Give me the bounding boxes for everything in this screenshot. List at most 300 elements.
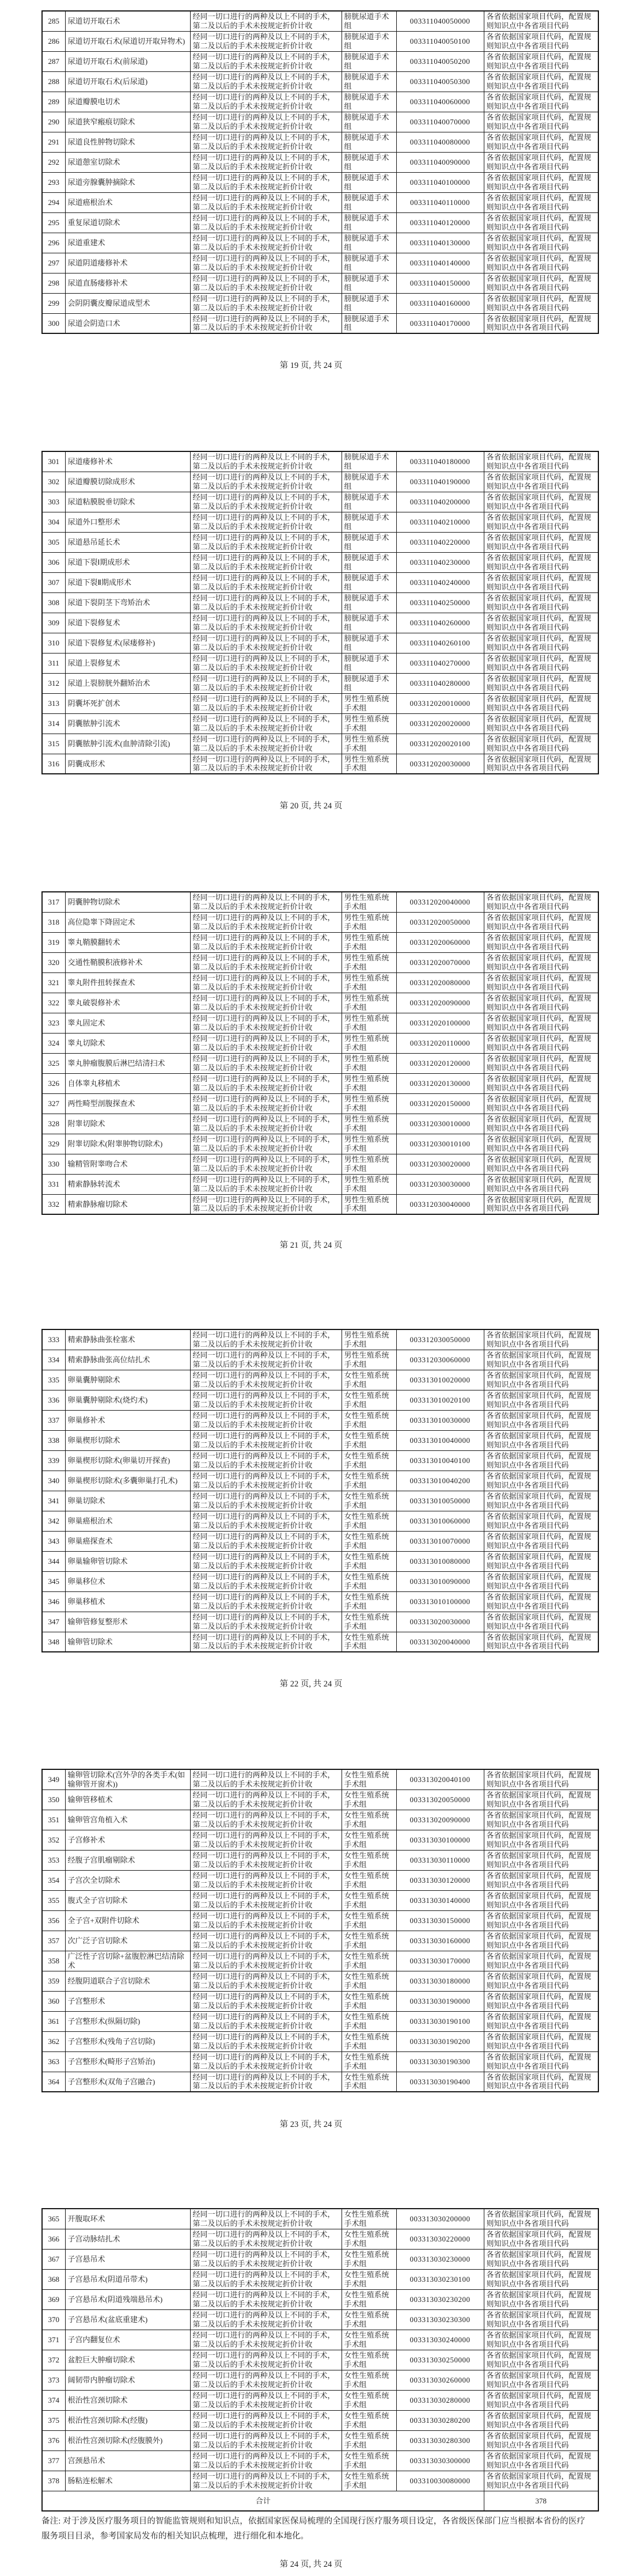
billing-rule-cell: 经同一切口进行的两种及以上不同的手术，第二及以后的手术未按规定折价计收: [190, 1769, 342, 1789]
table-row: [42, 1174, 598, 1194]
surgery-group-cell: 女性生殖系统手术组: [342, 2249, 396, 2269]
surgery-group-cell: 男性生殖系统手术组: [342, 1134, 396, 1154]
procedure-name-cell: 精索静脉转流术: [65, 1174, 190, 1194]
row-number-cell: 334: [42, 1350, 65, 1370]
project-code-cell: 003313030190100: [396, 2011, 484, 2031]
surgery-group-cell: 膀胱尿道手术组: [342, 192, 396, 212]
project-code-cell: 003313020030000: [396, 1612, 484, 1632]
row-number-cell: 338: [42, 1430, 65, 1450]
billing-rule-cell: 经同一切口进行的两种及以上不同的手术，第二及以后的手术未按规定折价计收: [190, 1033, 342, 1053]
table-row: [42, 532, 598, 552]
province-remark-cell: 各省依据国家项目代码，配置规则知识点中各省项目代码: [484, 613, 598, 633]
surgery-group-cell: 膀胱尿道手术组: [342, 613, 396, 633]
procedure-name-cell: 卵巢囊肿剔除术: [65, 1370, 190, 1390]
row-number-cell: 328: [42, 1114, 65, 1134]
billing-rule-cell: 经同一切口进行的两种及以上不同的手术，第二及以后的手术未按规定折价计收: [190, 2390, 342, 2410]
billing-rule-cell: 经同一切口进行的两种及以上不同的手术，第二及以后的手术未按规定折价计收: [190, 1329, 342, 1350]
project-code-cell: 003311040050000: [396, 11, 484, 31]
table-row: [42, 912, 598, 932]
billing-rule-cell: 经同一切口进行的两种及以上不同的手术，第二及以后的手术未按规定折价计收: [190, 2229, 342, 2249]
surgery-group-cell: 女性生殖系统手术组: [342, 1830, 396, 1850]
procedure-name-cell: 广泛性子宫切除+盆腹腔淋巴结清除术: [65, 1951, 190, 1971]
table-row: [42, 1053, 598, 1073]
table-row: [42, 952, 598, 972]
surgery-group-cell: 女性生殖系统手术组: [342, 1890, 396, 1910]
table-row: [42, 2450, 598, 2471]
table-row: [42, 192, 598, 212]
procedure-name-cell: 附睾切除术: [65, 1114, 190, 1134]
province-remark-cell: 各省依据国家项目代码，配置规则知识点中各省项目代码: [484, 1931, 598, 1951]
row-number-cell: 289: [42, 92, 65, 112]
table-row: [42, 2229, 598, 2249]
surgery-group-cell: 男性生殖系统手术组: [342, 1174, 396, 1194]
province-remark-cell: 各省依据国家项目代码，配置规则知识点中各省项目代码: [484, 1114, 598, 1134]
project-code-cell: 003311040090000: [396, 152, 484, 172]
province-remark-cell: 各省依据国家项目代码，配置规则知识点中各省项目代码: [484, 71, 598, 92]
project-code-cell: 003313010040200: [396, 1471, 484, 1491]
surgery-group-cell: 女性生殖系统手术组: [342, 1769, 396, 1789]
table-row: [42, 1971, 598, 1991]
row-number-cell: 308: [42, 592, 65, 613]
surgery-group-cell: 男性生殖系统手术组: [342, 1154, 396, 1174]
province-remark-cell: 各省依据国家项目代码，配置规则知识点中各省项目代码: [484, 2072, 598, 2092]
billing-rule-cell: 经同一切口进行的两种及以上不同的手术，第二及以后的手术未按规定折价计收: [190, 1951, 342, 1971]
project-code-cell: 003313030140000: [396, 1890, 484, 1910]
procedure-name-cell: 子宫修补术: [65, 1830, 190, 1850]
province-remark-cell: 各省依据国家项目代码，配置规则知识点中各省项目代码: [484, 512, 598, 532]
row-number-cell: 303: [42, 492, 65, 512]
project-code-cell: 003311040110000: [396, 192, 484, 212]
surgery-group-cell: 膀胱尿道手术组: [342, 653, 396, 673]
project-code-cell: 003313030190000: [396, 1991, 484, 2011]
document-remark-note: 备注: 对于涉及医疗服务项目的智能监管规则和知识点，依据国家医保局梳理的全国现行医疗服务项目设定，各省级医保部门应当根据本省份的医疗服务项目目录，参考国家局发布的相关知识点梳理，进行细化和本地化。: [41, 2517, 585, 2541]
row-number-cell: 348: [42, 1632, 65, 1652]
table-row: [42, 112, 598, 132]
province-remark-cell: 各省依据国家项目代码，配置规则知识点中各省项目代码: [484, 1810, 598, 1830]
table-row: [42, 1511, 598, 1531]
row-number-cell: 350: [42, 1789, 65, 1810]
procedure-name-cell: 阴囊脓肿引流术: [65, 713, 190, 734]
surgery-group-cell: 膀胱尿道手术组: [342, 31, 396, 51]
table-row: [42, 253, 598, 273]
surgery-group-cell: 女性生殖系统手术组: [342, 1931, 396, 1951]
table-row: [42, 1769, 598, 1789]
procedure-name-cell: 子宫整形术: [65, 1991, 190, 2011]
row-number-cell: 291: [42, 132, 65, 152]
project-code-cell: 003312020090000: [396, 993, 484, 1013]
table-row: [42, 572, 598, 592]
row-number-cell: 325: [42, 1053, 65, 1073]
province-remark-cell: 各省依据国家项目代码，配置规则知识点中各省项目代码: [484, 2249, 598, 2269]
billing-rule-cell: 经同一切口进行的两种及以上不同的手术，第二及以后的手术未按规定折价计收: [190, 1450, 342, 1471]
procedure-name-cell: 卵巢移植术: [65, 1591, 190, 1612]
row-number-cell: 351: [42, 1810, 65, 1830]
billing-rule-cell: 经同一切口进行的两种及以上不同的手术，第二及以后的手术未按规定折价计收: [190, 2350, 342, 2370]
table-row: [42, 653, 598, 673]
table-row: [42, 2249, 598, 2269]
billing-rule-cell: 经同一切口进行的两种及以上不同的手术，第二及以后的手术未按规定折价计收: [190, 2430, 342, 2450]
row-number-cell: 344: [42, 1551, 65, 1571]
project-code-cell: 003313030240000: [396, 2330, 484, 2350]
row-number-cell: 301: [42, 451, 65, 472]
procedure-name-cell: 尿道重建术: [65, 233, 190, 253]
row-number-cell: 285: [42, 11, 65, 31]
surgery-group-cell: 男性生殖系统手术组: [342, 693, 396, 713]
table-row: [42, 1013, 598, 1033]
province-remark-cell: 各省依据国家项目代码，配置规则知识点中各省项目代码: [484, 653, 598, 673]
surgery-group-cell: 女性生殖系统手术组: [342, 1850, 396, 1870]
billing-rule-cell: 经同一切口进行的两种及以上不同的手术，第二及以后的手术未按规定折价计收: [190, 1350, 342, 1370]
row-number-cell: 332: [42, 1194, 65, 1214]
project-code-cell: 003313010090000: [396, 1571, 484, 1591]
procedure-name-cell: 卵巢输卵管切除术: [65, 1551, 190, 1571]
row-number-cell: 354: [42, 1870, 65, 1890]
province-remark-cell: 各省依据国家项目代码，配置规则知识点中各省项目代码: [484, 2031, 598, 2051]
province-remark-cell: 各省依据国家项目代码，配置规则知识点中各省项目代码: [484, 2370, 598, 2390]
billing-rule-cell: 经同一切口进行的两种及以上不同的手术，第二及以后的手术未按规定折价计收: [190, 1890, 342, 1910]
surgery-group-cell: 女性生殖系统手术组: [342, 2269, 396, 2289]
row-number-cell: 322: [42, 993, 65, 1013]
billing-rule-cell: 经同一切口进行的两种及以上不同的手术，第二及以后的手术未按规定折价计收: [190, 1612, 342, 1632]
province-remark-cell: 各省依据国家项目代码，配置规则知识点中各省项目代码: [484, 932, 598, 952]
project-code-cell: 003312020020000: [396, 713, 484, 734]
row-number-cell: 326: [42, 1073, 65, 1093]
procedures-table-page-23: [41, 1769, 599, 2092]
province-remark-cell: 各省依据国家项目代码，配置规则知识点中各省项目代码: [484, 1991, 598, 2011]
procedure-name-cell: 尿道良性肿物切除术: [65, 132, 190, 152]
province-remark-cell: 各省依据国家项目代码，配置规则知识点中各省项目代码: [484, 1370, 598, 1390]
province-remark-cell: 各省依据国家项目代码，配置规则知识点中各省项目代码: [484, 92, 598, 112]
surgery-group-cell: 女性生殖系统手术组: [342, 1511, 396, 1531]
project-code-cell: 003313030120000: [396, 1870, 484, 1890]
province-remark-cell: 各省依据国家项目代码，配置规则知识点中各省项目代码: [484, 1154, 598, 1174]
surgery-group-cell: 女性生殖系统手术组: [342, 1551, 396, 1571]
row-number-cell: 341: [42, 1491, 65, 1511]
surgery-group-cell: 膀胱尿道手术组: [342, 51, 396, 71]
table-row: [42, 2051, 598, 2072]
project-code-cell: 003312020030000: [396, 754, 484, 774]
surgery-group-cell: 女性生殖系统手术组: [342, 1430, 396, 1450]
surgery-group-cell: 膀胱尿道手术组: [342, 313, 396, 333]
project-code-cell: 003312030040000: [396, 1194, 484, 1214]
row-number-cell: 321: [42, 972, 65, 993]
procedure-name-cell: 子宫整形术(残角子宫切除): [65, 2031, 190, 2051]
billing-rule-cell: 经同一切口进行的两种及以上不同的手术，第二及以后的手术未按规定折价计收: [190, 693, 342, 713]
procedure-name-cell: 子宫悬吊术(阴道残端悬吊术): [65, 2289, 190, 2309]
procedure-name-cell: 经腹子宫肌瘤剔除术: [65, 1850, 190, 1870]
row-number-cell: 314: [42, 713, 65, 734]
project-code-cell: 003313010040000: [396, 1430, 484, 1450]
billing-rule-cell: 经同一切口进行的两种及以上不同的手术，第二及以后的手术未按规定折价计收: [190, 512, 342, 532]
row-number-cell: 318: [42, 912, 65, 932]
procedure-name-cell: 宫颈悬吊术: [65, 2450, 190, 2471]
surgery-group-cell: 男性生殖系统手术组: [342, 952, 396, 972]
billing-rule-cell: 经同一切口进行的两种及以上不同的手术，第二及以后的手术未按规定折价计收: [190, 31, 342, 51]
billing-rule-cell: 经同一切口进行的两种及以上不同的手术，第二及以后的手术未按规定折价计收: [190, 1830, 342, 1850]
billing-rule-cell: 经同一切口进行的两种及以上不同的手术，第二及以后的手术未按规定折价计收: [190, 132, 342, 152]
project-code-cell: 003311040280000: [396, 673, 484, 693]
billing-rule-cell: 经同一切口进行的两种及以上不同的手术，第二及以后的手术未按规定折价计收: [190, 613, 342, 633]
province-remark-cell: 各省依据国家项目代码，配置规则知识点中各省项目代码: [484, 1073, 598, 1093]
billing-rule-cell: 经同一切口进行的两种及以上不同的手术，第二及以后的手术未按规定折价计收: [190, 1174, 342, 1194]
surgery-group-cell: 膀胱尿道手术组: [342, 472, 396, 492]
project-code-cell: 003313030160000: [396, 1931, 484, 1951]
table-row: [42, 734, 598, 754]
billing-rule-cell: 经同一切口进行的两种及以上不同的手术，第二及以后的手术未按规定折价计收: [190, 253, 342, 273]
province-remark-cell: 各省依据国家项目代码，配置规则知识点中各省项目代码: [484, 673, 598, 693]
project-code-cell: 003312020010000: [396, 693, 484, 713]
billing-rule-cell: 经同一切口进行的两种及以上不同的手术，第二及以后的手术未按规定折价计收: [190, 532, 342, 552]
table-row: [42, 2430, 598, 2450]
procedure-name-cell: 子宫整形术(畸形子宫矫治): [65, 2051, 190, 2072]
table-row: [42, 1329, 598, 1350]
province-remark-cell: 各省依据国家项目代码，配置规则知识点中各省项目代码: [484, 1134, 598, 1154]
row-number-cell: 339: [42, 1450, 65, 1471]
row-number-cell: 366: [42, 2229, 65, 2249]
project-code-cell: 003313030190200: [396, 2031, 484, 2051]
billing-rule-cell: 经同一切口进行的两种及以上不同的手术，第二及以后的手术未按规定折价计收: [190, 552, 342, 572]
project-code-cell: 003311040120000: [396, 212, 484, 233]
procedure-name-cell: 卵巢楔形切除术(卵巢切开探查): [65, 1450, 190, 1471]
procedure-name-cell: 子宫整形术(双角子宫融合): [65, 2072, 190, 2092]
table-row: [42, 1350, 598, 1370]
billing-rule-cell: 经同一切口进行的两种及以上不同的手术，第二及以后的手术未按规定折价计收: [190, 1991, 342, 2011]
procedure-name-cell: 腹式全子宫切除术: [65, 1890, 190, 1910]
table-row: [42, 2269, 598, 2289]
surgery-group-cell: 膀胱尿道手术组: [342, 552, 396, 572]
procedure-name-cell: 尿道切开取石术(尿道切开取异物术): [65, 31, 190, 51]
province-remark-cell: 各省依据国家项目代码，配置规则知识点中各省项目代码: [484, 1951, 598, 1971]
billing-rule-cell: 经同一切口进行的两种及以上不同的手术，第二及以后的手术未按规定折价计收: [190, 1850, 342, 1870]
project-code-cell: 003311040220000: [396, 532, 484, 552]
procedure-name-cell: 阴囊坏死扩创术: [65, 693, 190, 713]
billing-rule-cell: 经同一切口进行的两种及以上不同的手术，第二及以后的手术未按规定折价计收: [190, 912, 342, 932]
table-row: [42, 2370, 598, 2390]
billing-rule-cell: 经同一切口进行的两种及以上不同的手术，第二及以后的手术未按规定折价计收: [190, 633, 342, 653]
surgery-group-cell: 女性生殖系统手术组: [342, 1390, 396, 1410]
table-row: [42, 993, 598, 1013]
billing-rule-cell: 经同一切口进行的两种及以上不同的手术，第二及以后的手术未按规定折价计收: [190, 2269, 342, 2289]
procedure-name-cell: 输卵管移植术: [65, 1789, 190, 1810]
procedure-name-cell: 尿道粘膜脱垂切除术: [65, 492, 190, 512]
procedure-name-cell: 精索静脉曲张栓塞术: [65, 1329, 190, 1350]
project-code-cell: 003312020150000: [396, 1093, 484, 1114]
project-code-cell: 003312020080000: [396, 972, 484, 993]
procedure-name-cell: 重复尿道切除术: [65, 212, 190, 233]
project-code-cell: 003312030020000: [396, 1154, 484, 1174]
surgery-group-cell: 男性生殖系统手术组: [342, 932, 396, 952]
table-row: [42, 1033, 598, 1053]
project-code-cell: 003311040150000: [396, 273, 484, 293]
table-row: [42, 1370, 598, 1390]
project-code-cell: 003312020040000: [396, 892, 484, 912]
table-row: [42, 1612, 598, 1632]
billing-rule-cell: 经同一切口进行的两种及以上不同的手术，第二及以后的手术未按规定折价计收: [190, 592, 342, 613]
surgery-group-cell: 膀胱尿道手术组: [342, 532, 396, 552]
province-remark-cell: 各省依据国家项目代码，配置规则知识点中各省项目代码: [484, 472, 598, 492]
province-remark-cell: 各省依据国家项目代码，配置规则知识点中各省项目代码: [484, 572, 598, 592]
billing-rule-cell: 经同一切口进行的两种及以上不同的手术，第二及以后的手术未按规定折价计收: [190, 2011, 342, 2031]
project-code-cell: 003313020040000: [396, 1632, 484, 1652]
province-remark-cell: 各省依据国家项目代码，配置规则知识点中各省项目代码: [484, 2269, 598, 2289]
row-number-cell: 327: [42, 1093, 65, 1114]
procedure-name-cell: 自体睾丸移植术: [65, 1073, 190, 1093]
row-number-cell: 312: [42, 673, 65, 693]
row-number-cell: 345: [42, 1571, 65, 1591]
procedure-name-cell: 输卵管修复整形术: [65, 1612, 190, 1632]
province-remark-cell: 各省依据国家项目代码，配置规则知识点中各省项目代码: [484, 451, 598, 472]
province-remark-cell: 各省依据国家项目代码，配置规则知识点中各省项目代码: [484, 552, 598, 572]
table-row: [42, 2072, 598, 2092]
project-code-cell: 003311040210000: [396, 512, 484, 532]
page-number-footer: 第 19 页, 共 24 页: [279, 361, 343, 370]
project-code-cell: 003311040250000: [396, 592, 484, 613]
procedure-name-cell: 尿道憩室切除术: [65, 152, 190, 172]
province-remark-cell: 各省依据国家项目代码，配置规则知识点中各省项目代码: [484, 1890, 598, 1910]
surgery-group-cell: 膀胱尿道手术组: [342, 253, 396, 273]
procedure-name-cell: 卵巢移位术: [65, 1571, 190, 1591]
row-number-cell: 371: [42, 2330, 65, 2350]
surgery-group-cell: 女性生殖系统手术组: [342, 1971, 396, 1991]
procedure-name-cell: 子宫内翻复位术: [65, 2330, 190, 2350]
page-number-footer: 第 20 页, 共 24 页: [279, 801, 343, 811]
table-row: [42, 1991, 598, 2011]
row-number-cell: 331: [42, 1174, 65, 1194]
row-number-cell: 302: [42, 472, 65, 492]
project-code-cell: 003313030230100: [396, 2269, 484, 2289]
table-row: [42, 613, 598, 633]
table-row: [42, 92, 598, 112]
row-number-cell: 363: [42, 2051, 65, 2072]
procedure-name-cell: 阔韧带内肿瘤切除术: [65, 2370, 190, 2390]
row-number-cell: 292: [42, 152, 65, 172]
project-code-cell: 003313010050000: [396, 1491, 484, 1511]
table-row: [42, 552, 598, 572]
table-row: [42, 972, 598, 993]
table-row: [42, 132, 598, 152]
surgery-group-cell: 女性生殖系统手术组: [342, 1789, 396, 1810]
billing-rule-cell: 经同一切口进行的两种及以上不同的手术，第二及以后的手术未按规定折价计收: [190, 932, 342, 952]
table-row: [42, 152, 598, 172]
province-remark-cell: 各省依据国家项目代码，配置规则知识点中各省项目代码: [484, 1174, 598, 1194]
procedure-name-cell: 尿道下裂Ⅰ期成形术: [65, 552, 190, 572]
billing-rule-cell: 经同一切口进行的两种及以上不同的手术，第二及以后的手术未按规定折价计收: [190, 952, 342, 972]
surgery-group-cell: 膀胱尿道手术组: [342, 673, 396, 693]
billing-rule-cell: 经同一切口进行的两种及以上不同的手术，第二及以后的手术未按规定折价计收: [190, 572, 342, 592]
billing-rule-cell: 经同一切口进行的两种及以上不同的手术，第二及以后的手术未按规定折价计收: [190, 1910, 342, 1931]
row-number-cell: 358: [42, 1951, 65, 1971]
surgery-group-cell: 男性生殖系统手术组: [342, 972, 396, 993]
surgery-group-cell: 膀胱尿道手术组: [342, 572, 396, 592]
surgery-group-cell: 女性生殖系统手术组: [342, 2430, 396, 2450]
row-number-cell: 315: [42, 734, 65, 754]
table-row: [42, 492, 598, 512]
row-number-cell: 310: [42, 633, 65, 653]
province-remark-cell: 各省依据国家项目代码，配置规则知识点中各省项目代码: [484, 1053, 598, 1073]
project-code-cell: 003313010080000: [396, 1551, 484, 1571]
procedure-name-cell: 卵巢癌根治术: [65, 1511, 190, 1531]
row-number-cell: 359: [42, 1971, 65, 1991]
province-remark-cell: 各省依据国家项目代码，配置规则知识点中各省项目代码: [484, 2350, 598, 2370]
page-number-footer: 第 24 页, 共 24 页: [279, 2560, 343, 2569]
table-row: [42, 2309, 598, 2330]
table-row: [42, 2471, 598, 2491]
province-remark-cell: 各省依据国家项目代码，配置规则知识点中各省项目代码: [484, 1491, 598, 1511]
surgery-group-cell: 女性生殖系统手术组: [342, 1370, 396, 1390]
billing-rule-cell: 经同一切口进行的两种及以上不同的手术，第二及以后的手术未按规定折价计收: [190, 172, 342, 192]
project-code-cell: 003311040060000: [396, 92, 484, 112]
procedure-name-cell: 卵巢楔形切除术: [65, 1430, 190, 1450]
row-number-cell: 372: [42, 2350, 65, 2370]
project-code-cell: 003313030180000: [396, 1971, 484, 1991]
province-remark-cell: 各省依据国家项目代码，配置规则知识点中各省项目代码: [484, 1350, 598, 1370]
row-number-cell: 319: [42, 932, 65, 952]
project-code-cell: 003312020060000: [396, 932, 484, 952]
procedure-name-cell: 卵巢修补术: [65, 1410, 190, 1430]
table-row: [42, 1830, 598, 1850]
surgery-group-cell: 膀胱尿道手术组: [342, 92, 396, 112]
row-number-cell: 290: [42, 112, 65, 132]
province-remark-cell: 各省依据国家项目代码，配置规则知识点中各省项目代码: [484, 31, 598, 51]
billing-rule-cell: 经同一切口进行的两种及以上不同的手术，第二及以后的手术未按规定折价计收: [190, 212, 342, 233]
row-number-cell: 294: [42, 192, 65, 212]
row-number-cell: 335: [42, 1370, 65, 1390]
billing-rule-cell: 经同一切口进行的两种及以上不同的手术，第二及以后的手术未按规定折价计收: [190, 713, 342, 734]
procedure-name-cell: 阴囊成形术: [65, 754, 190, 774]
table-row: [42, 212, 598, 233]
surgery-group-cell: 男性生殖系统手术组: [342, 1053, 396, 1073]
table-row: [42, 1410, 598, 1430]
table-row: [42, 31, 598, 51]
surgery-group-cell: 女性生殖系统手术组: [342, 2209, 396, 2229]
surgery-group-cell: 女性生殖系统手术组: [342, 2370, 396, 2390]
project-code-cell: 003313030200000: [396, 2209, 484, 2229]
row-number-cell: 377: [42, 2450, 65, 2471]
billing-rule-cell: 经同一切口进行的两种及以上不同的手术，第二及以后的手术未按规定折价计收: [190, 993, 342, 1013]
surgery-group-cell: 女性生殖系统手术组: [342, 1410, 396, 1430]
province-remark-cell: 各省依据国家项目代码，配置规则知识点中各省项目代码: [484, 11, 598, 31]
surgery-group-cell: 女性生殖系统手术组: [342, 1491, 396, 1511]
billing-rule-cell: 经同一切口进行的两种及以上不同的手术，第二及以后的手术未按规定折价计收: [190, 2309, 342, 2330]
province-remark-cell: 各省依据国家项目代码，配置规则知识点中各省项目代码: [484, 2011, 598, 2031]
row-number-cell: 367: [42, 2249, 65, 2269]
surgery-group-cell: 男性生殖系统手术组: [342, 912, 396, 932]
surgery-group-cell: 女性生殖系统手术组: [342, 1870, 396, 1890]
procedure-name-cell: 睾丸附件扭转探查术: [65, 972, 190, 993]
table-row: [42, 1093, 598, 1114]
table-row: [42, 313, 598, 333]
billing-rule-cell: 经同一切口进行的两种及以上不同的手术，第二及以后的手术未按规定折价计收: [190, 92, 342, 112]
table-row: [42, 1114, 598, 1134]
project-code-cell: 003312030010100: [396, 1134, 484, 1154]
table-row: [42, 2289, 598, 2309]
procedure-name-cell: 阴囊肿物切除术: [65, 892, 190, 912]
procedure-name-cell: 尿道瘘修补术: [65, 451, 190, 472]
project-code-cell: 003313030150000: [396, 1910, 484, 1931]
row-number-cell: 342: [42, 1511, 65, 1531]
project-code-cell: 003311040240000: [396, 572, 484, 592]
table-row: [42, 451, 598, 472]
row-number-cell: 333: [42, 1329, 65, 1350]
procedure-name-cell: 卵巢楔形切除术(多囊卵巢打孔术): [65, 1471, 190, 1491]
row-number-cell: 373: [42, 2370, 65, 2390]
province-remark-cell: 各省依据国家项目代码，配置规则知识点中各省项目代码: [484, 293, 598, 313]
row-number-cell: 330: [42, 1154, 65, 1174]
procedures-table-page-22: [41, 1329, 599, 1652]
table-row: [42, 1571, 598, 1591]
table-row: [42, 512, 598, 532]
billing-rule-cell: 经同一切口进行的两种及以上不同的手术，第二及以后的手术未按规定折价计收: [190, 1194, 342, 1214]
